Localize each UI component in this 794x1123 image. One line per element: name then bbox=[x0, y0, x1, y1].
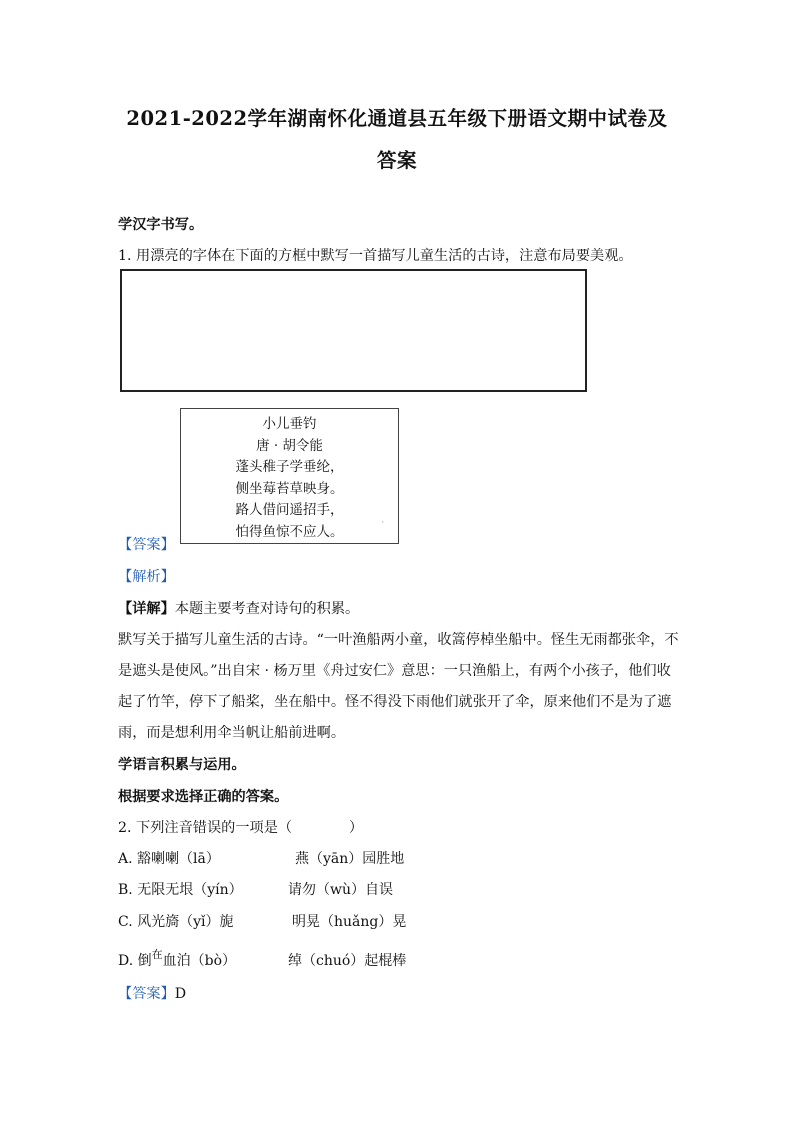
explanation-para-3: 起了竹竿，停下了船桨，坐在船中。怪不得没下雨他们就张开了伞，原来他们不是为了遮 bbox=[118, 694, 672, 710]
poem-answer-image bbox=[180, 408, 399, 544]
section-heading-writing: 学汉字书写。 bbox=[118, 217, 204, 233]
option-d-prefix: D. 倒 bbox=[118, 953, 152, 969]
detail-label: 【详解】 bbox=[118, 601, 175, 617]
answer-2-line bbox=[118, 983, 678, 1003]
explanation-para-1: 默写关于描写儿童生活的古诗。“一叶渔船两小童，收篙停棹坐船中。怪生无雨都张伞，不 bbox=[118, 632, 679, 648]
option-a-part2: 燕（yān）园胜地 bbox=[295, 851, 405, 867]
option-d-word: 血泊（bò） bbox=[162, 953, 237, 969]
detail-line bbox=[118, 598, 678, 618]
analysis-label: 【解析】 bbox=[118, 569, 175, 585]
option-b-part2: 请勿（wù）自误 bbox=[288, 882, 393, 898]
poem-line-1: 蓬头稚子学垂纶， bbox=[235, 459, 344, 475]
answer-label-2: 【答案】 bbox=[118, 986, 175, 1002]
explanation-para-2: 是遮头是使风。”出自宋 · 杨万里《舟过安仁》意思：一只渔船上，有两个小孩子，他们收 bbox=[118, 663, 671, 679]
option-d-superscript: 在 bbox=[151, 948, 163, 961]
option-c-part2: 明晃（huǎng）晃 bbox=[292, 914, 407, 930]
poem-author: 唐 · 胡令能 bbox=[256, 437, 323, 454]
option-d-part2: 绰（chuó）起棍棒 bbox=[288, 953, 407, 969]
detail-text: 本题主要考查对诗句的积累。 bbox=[174, 601, 360, 617]
answer-2-value: D bbox=[174, 986, 187, 1002]
poem-line-2: 侧坐莓苔草映身。 bbox=[235, 480, 344, 497]
question-1: 1. 用漂亮的字体在下面的方框中默写一首描写儿童生活的古诗，注意布局要美观。 bbox=[118, 248, 633, 264]
page-title-line2: 答案 bbox=[376, 149, 417, 172]
explanation-para-4: 雨，而是想利用伞当帆让船前进啊。 bbox=[118, 725, 346, 741]
page-title-line1: 2021-2022学年湖南怀化通道县五年级下册语文期中试卷及 bbox=[126, 107, 668, 130]
answer-label-1: 【答案】 bbox=[118, 537, 175, 553]
section-heading-language: 学语言积累与运用。 bbox=[118, 757, 246, 773]
option-d-part1 bbox=[118, 950, 236, 970]
writing-box bbox=[120, 269, 587, 392]
poem-title: 小儿垂钓 bbox=[262, 416, 317, 432]
poem-line-3: 路人借问遥招手， bbox=[235, 502, 344, 518]
section-heading-choose: 根据要求选择正确的答案。 bbox=[118, 789, 289, 805]
question-2: 2. 下列注音错误的一项是（ ） bbox=[118, 820, 364, 836]
option-a-part1: A. 豁喇喇（lā） bbox=[118, 851, 220, 867]
poem-line-4: 怕得鱼惊不应人。 bbox=[235, 523, 344, 540]
poem-dot-mark: · bbox=[381, 518, 384, 527]
option-c-part1: C. 风光旖（yǐ）旎 bbox=[118, 914, 234, 930]
option-b-part1: B. 无限无垠（yín） bbox=[118, 882, 243, 898]
